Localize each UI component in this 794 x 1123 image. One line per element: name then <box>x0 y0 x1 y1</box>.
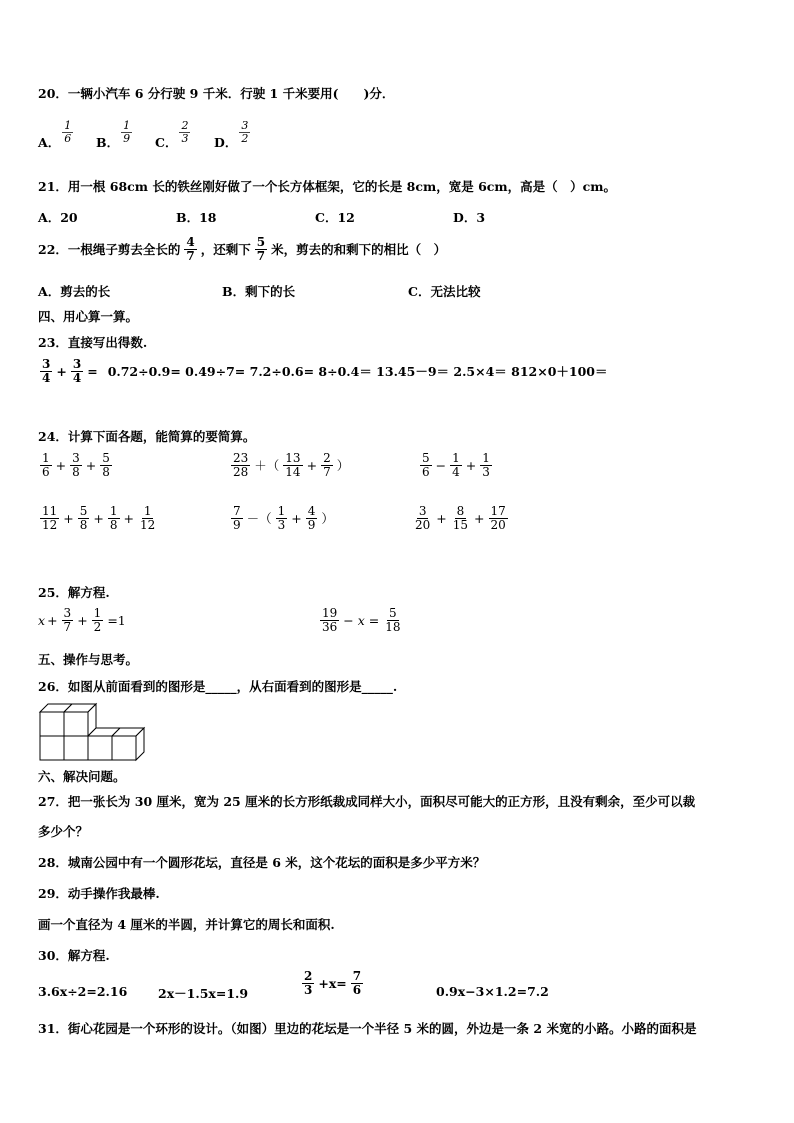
q24-expr-4: $\frac{11}{12}$ + $\frac{5}{8}$ + $\frac{1}{8}$ + $\frac{1}{12}$ <box>42 504 156 532</box>
q24-expr-2: $\frac{23}{28}$ ＋（ $\frac{13}{14}$ + $\frac{2}{7}$ ） <box>233 451 350 479</box>
q24-stem: 24．计算下面各题，能简算的要简算。 <box>38 429 256 444</box>
section-6-heading: 六、解决问题。 <box>38 769 126 784</box>
q21-stem: 21．用一根 68cm 长的铁丝刚好做了一个长方体框架，它的长是 8cm，宽是 6cm，高是（ ）cm。 <box>38 179 616 194</box>
q20-option-b: B． $\frac{1}{9}$ <box>96 119 131 150</box>
q21-option-d: D．3 <box>453 210 486 225</box>
q21-option-c: C．12 <box>315 210 355 225</box>
q27-stem-line-2: 多少个？ <box>38 824 89 839</box>
q22-option-a: A．剪去的长 <box>38 284 111 299</box>
section-4-heading: 四、用心算一算。 <box>38 309 139 324</box>
q23-expressions: $\frac{3}{4}$ + $\frac{3}{4}$ = 0.72÷0.9= 0.49÷7= 7.2÷0.6= 8÷0.4＝ 13.45－9＝ 2.5×4＝ 812×0＋100＝ <box>42 357 608 385</box>
q30-equation-4: 0.9x−3×1.2=7.2 <box>436 984 549 999</box>
q29-stem: 29．动手操作我最棒. <box>38 886 160 901</box>
q20-option-d: D． $\frac{3}{2}$ <box>214 119 249 150</box>
q25-stem: 25．解方程. <box>38 585 110 600</box>
q23-stem: 23．直接写出得数. <box>38 335 148 350</box>
q25-equation-1: x + $\frac{3}{7}$ + $\frac{1}{2}$ =1 <box>38 606 126 634</box>
q24-expr-5: $\frac{7}{9}$ －（ $\frac{1}{3}$ + $\frac{4}{9}$ ） <box>233 504 334 532</box>
q30-equation-2: 2x－1.5x=1.9 <box>158 986 249 1001</box>
section-5-heading: 五、操作与思考。 <box>38 652 139 667</box>
q31-stem: 31．街心花园是一个环形的设计。（如图）里边的花坛是一个半径 5 米的圆，外边是一条 2 米宽的小路。小路的面积是 <box>38 1021 697 1036</box>
q24-expr-6: $\frac{3}{20}$ + $\frac{8}{15}$ + $\frac{17}{20}$ <box>415 504 506 532</box>
q24-expr-3: $\frac{5}{6}$ − $\frac{1}{4}$ + $\frac{1}{3}$ <box>422 451 490 479</box>
q29-task: 画一个直径为 4 厘米的半圆，并计算它的周长和面积. <box>38 917 335 932</box>
q20-option-a: A． $\frac{1}{6}$ <box>38 119 72 150</box>
q21-option-b: B．18 <box>176 210 217 225</box>
q30-equation-3: $\frac{2}{3}$ +x= $\frac{7}{6}$ <box>304 969 362 997</box>
q20-stem: 20．一辆小汽车 6 分行驶 9 千米．行驶 1 千米要用( )分． <box>38 86 395 101</box>
q24-expr-1: $\frac{1}{6}$ + $\frac{3}{8}$ + $\frac{5}{8}$ <box>42 451 110 479</box>
cube-stack-figure <box>38 702 148 762</box>
q20-option-c: C． $\frac{2}{3}$ <box>155 119 189 150</box>
q22-option-c: C．无法比较 <box>408 284 481 299</box>
q25-equation-2: $\frac{19}{36}$ − x = $\frac{5}{18}$ <box>322 606 401 634</box>
q30-stem: 30．解方程. <box>38 948 110 963</box>
q22-stem: 22．一根绳子剪去全长的 $\frac{4}{7}$ ，还剩下 $\frac{5}{7}$ 米，剪去的和剩下的相比（ ） <box>38 235 447 263</box>
q28-stem: 28．城南公园中有一个圆形花坛，直径是 6 米，这个花坛的面积是多少平方米？ <box>38 855 486 870</box>
q27-stem-line-1: 27．把一张长为 30 厘米，宽为 25 厘米的长方形纸裁成同样大小，面积尽可能大的正方形，且没有剩余，至少可以裁 <box>38 794 696 809</box>
q21-option-a: A．20 <box>38 210 78 225</box>
q30-equation-1: 3.6x÷2=2.16 <box>38 984 128 999</box>
q22-option-b: B．剩下的长 <box>222 284 296 299</box>
q26-stem: 26．如图从前面看到的图形是_____，从右面看到的图形是_____. <box>38 679 398 694</box>
